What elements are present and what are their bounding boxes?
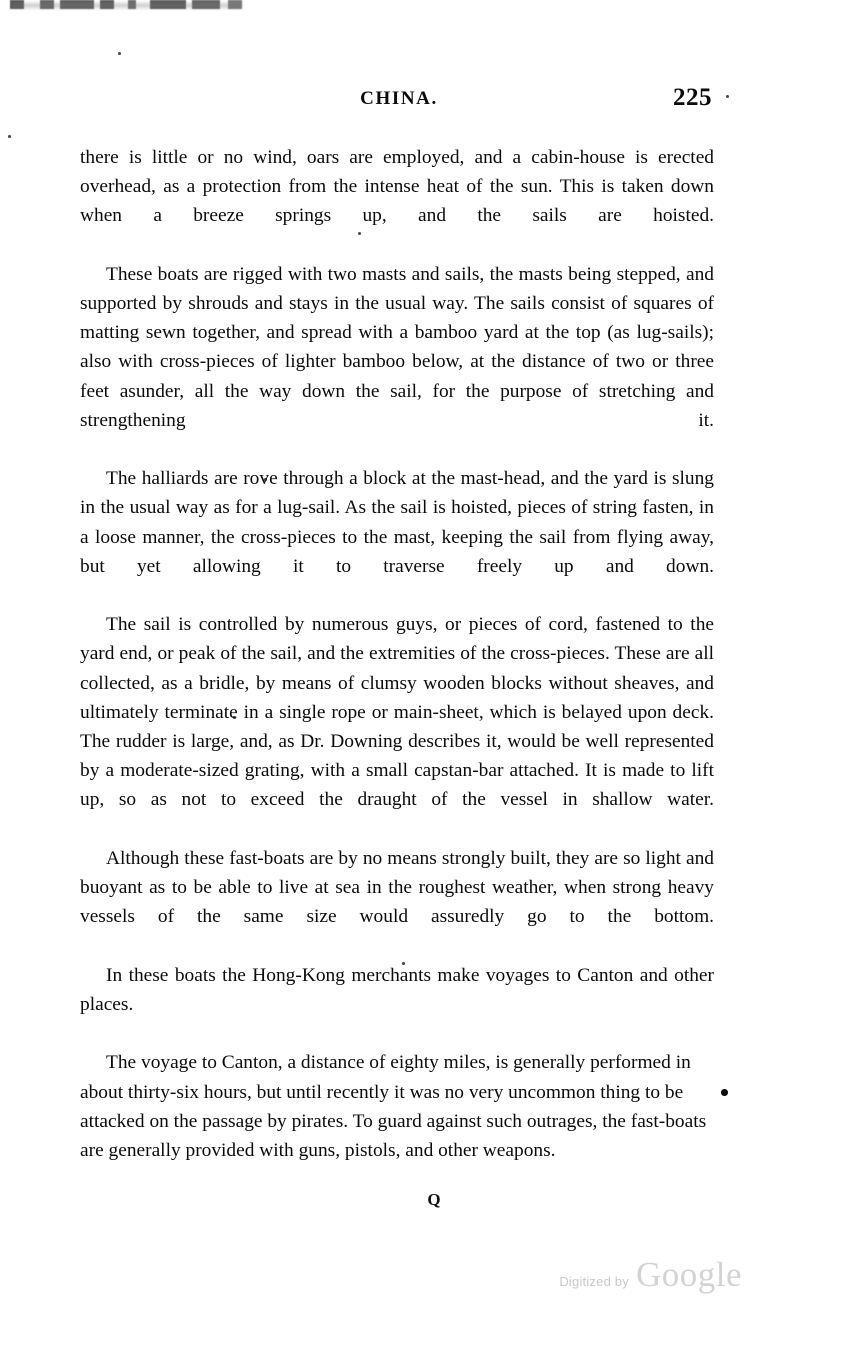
running-head-title: CHINA. xyxy=(360,88,438,109)
paragraph: Although these fast-boats are by no means strongly built, they are so light and buoyant as to be able to live at sea in the roughest weather, when strong heavy vessels of the same size would assuredly go to the bottom. xyxy=(80,847,714,928)
body-text-block xyxy=(80,143,714,1194)
ink-speck xyxy=(8,135,11,138)
paragraph: The voyage to Canton, a distance of eighty miles, is generally performed in about thirty-six hours, but until recently it was no very uncommon thing to be attacked on the passage by pirates. To guard against such outrages, the fast-boats are generally provided with guns, pistols, and other weapons. xyxy=(80,1052,707,1161)
ink-blot-margin xyxy=(721,1089,728,1096)
watermark-prefix: Digitized by xyxy=(559,1274,629,1289)
paragraph: there is little or no wind, oars are employed, and a cabin-house is erected overhead, as a protection from the intense heat of the sun. This is taken down when a breeze springs up, and the sails are hoisted. xyxy=(80,147,714,227)
ink-speck xyxy=(726,95,729,98)
digitization-watermark xyxy=(559,1255,742,1295)
scan-edge-artifact-blur xyxy=(12,3,242,8)
paragraph: The halliards are rove through a block at the mast-head, and the yard is slung in the usual way as for a lug-sail. As the sail is hoisted, pieces of string fasten, in a loose manner, the cross-pieces to the mast, keeping the sail from flying away, but yet allowing it to traverse freely up and down. xyxy=(80,468,714,577)
paragraph: These boats are rigged with two masts and sails, the masts being stepped, and supported by shrouds and stays in the usual way. The sails consist of squares of matting sewn together, and spread with a bamboo yard at the top (as lug-sails); also with cross-pieces of lighter bamboo below, at the distance of two or three feet asunder, all the way down the sail, for the purpose of stretching and strengthening it. xyxy=(80,263,714,431)
running-head xyxy=(80,84,712,114)
signature-mark: Q xyxy=(427,1190,441,1209)
paragraph: In these boats the Hong-Kong merchants make voyages to Canton and other places. xyxy=(80,964,714,1015)
ink-speck xyxy=(118,52,121,55)
paragraph: The sail is controlled by numerous guys, or pieces of cord, fastened to the yard end, or peak of the sail, and the extremities of the cross-pieces. These are all collected, as a bridle, by means of clumsy wooden blocks without sheaves, and ultimately terminate in a single rope or main-sheet, which is belayed upon deck. The rudder is large, and, as Dr. Downing describes it, would be well represented by a moderate-sized grating, with a small capstan-bar attached. It is made to lift up, so as not to exceed the draught of the vessel in shallow water. xyxy=(80,614,714,811)
page-number: 225 xyxy=(673,84,712,111)
watermark-brand: Google xyxy=(635,1255,742,1294)
